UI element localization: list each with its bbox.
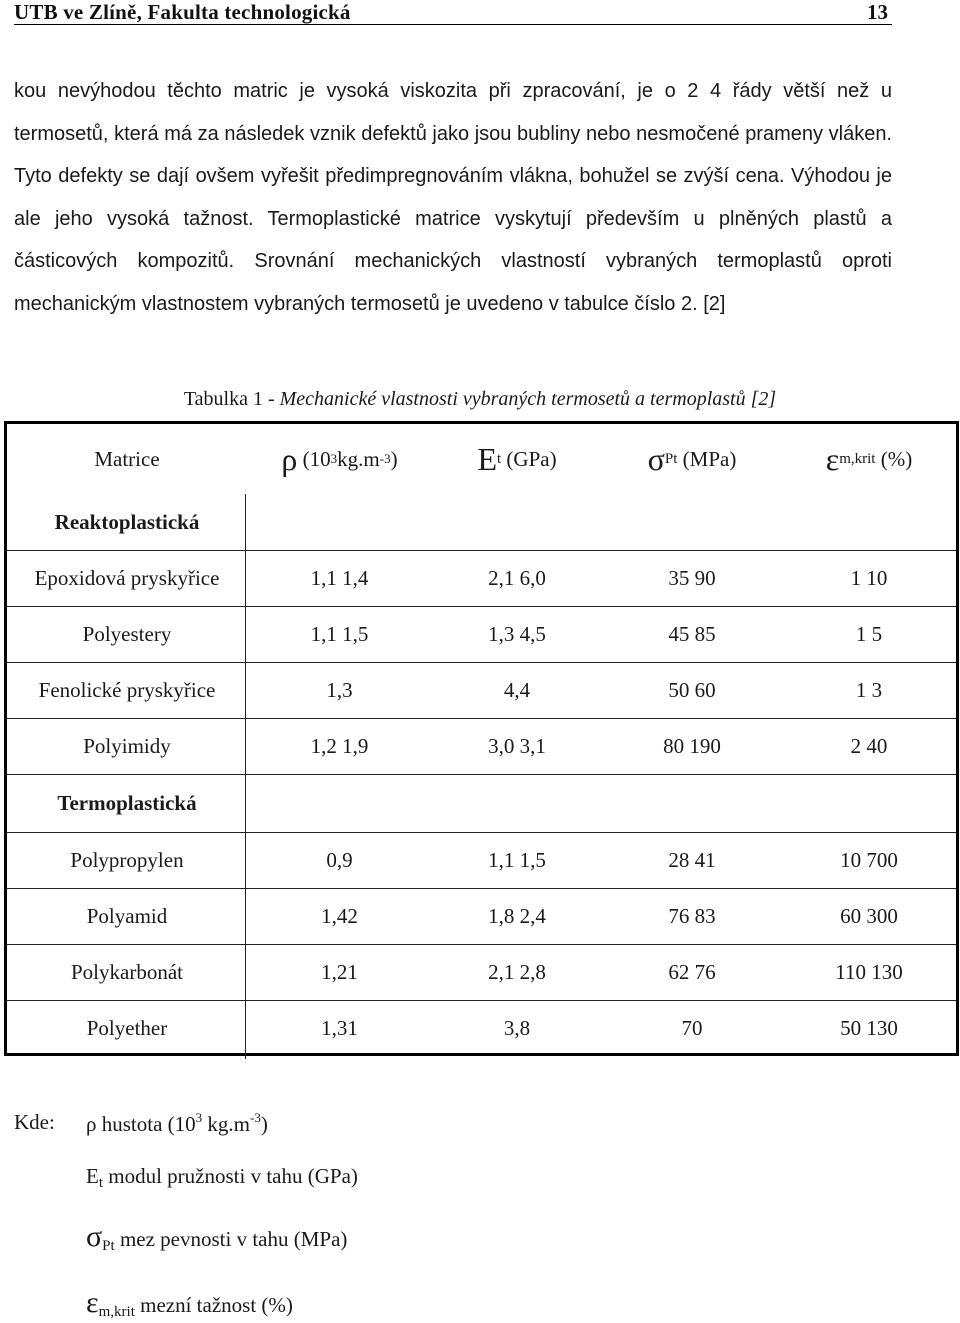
cell-modulus: 2,1 2,8 [488, 960, 546, 984]
table-row [7, 945, 956, 1000]
cell-strength: 45 85 [668, 622, 716, 646]
legend-rho: ρ hustota ($10^3$ $kg.m^{-3}$) [86, 1110, 268, 1136]
cell-density: 0,9 [326, 848, 353, 872]
group-label: Reaktoplastická [54, 509, 200, 534]
cell-material: Polykarbonát [71, 960, 183, 984]
table-row [7, 833, 956, 888]
legend-elongation: $\varepsilon_{m,krit}$ mezní tažnost (%) [86, 1286, 293, 1320]
cell-elongation: 1 10 [850, 566, 888, 590]
cell-strength: 76 83 [668, 904, 716, 928]
cell-strength: 80 190 [663, 734, 721, 758]
cell-modulus: 2,1 6,0 [488, 566, 546, 590]
cell-elongation: 50 130 [840, 1016, 898, 1040]
cell-material: Polypropylen [70, 848, 184, 872]
page-header [14, 0, 892, 25]
cell-density: 1,42 [321, 904, 358, 928]
cell-elongation: 1 3 [855, 678, 883, 702]
group-row-termoplasticka [7, 775, 956, 832]
cell-elongation: 60 300 [840, 904, 898, 928]
legend-strength: $\sigma_{Pt}$ mez pevnosti v tahu (MPa) [86, 1220, 348, 1254]
caption-prefix: Tabulka 1 - [183, 388, 280, 410]
cell-material: Polyestery [82, 622, 172, 646]
caption-text: Mechanické vlastnosti vybraných termosetů a termoplastů [2] [279, 388, 777, 410]
table-row [7, 663, 956, 718]
cell-strength: 70 [681, 1016, 703, 1040]
header-elongation: ε m,krit (%) [825, 441, 913, 477]
cell-modulus: 1,8 2,4 [488, 904, 546, 928]
header-matrice: Matrice [94, 446, 160, 471]
cell-density: 1,31 [321, 1016, 358, 1040]
cell-modulus: 4,4 [503, 678, 531, 702]
cell-modulus: 1,1 1,5 [488, 848, 546, 872]
cell-density: 1,3 [326, 678, 353, 702]
cell-strength: 28 41 [668, 848, 716, 872]
table-row [7, 1001, 956, 1056]
cell-modulus: 3,8 [503, 1016, 531, 1040]
cell-modulus: 1,3 4,5 [488, 622, 546, 646]
cell-strength: 50 60 [668, 678, 716, 702]
cell-density: 1,2 1,9 [310, 734, 369, 758]
table-row [7, 889, 956, 944]
table-row [7, 719, 956, 774]
cell-elongation: 2 40 [850, 734, 888, 758]
table-header-row [7, 424, 956, 494]
cell-density: 1,21 [321, 960, 358, 984]
legend-modulus: $E_t$ modul pružnosti v tahu (GPa) [86, 1164, 358, 1191]
cell-elongation: 1 5 [855, 622, 883, 646]
table-caption [0, 388, 960, 411]
group-label: Termoplastická [57, 791, 197, 815]
page-number: 13 [867, 0, 888, 24]
cell-material: Polyimidy [83, 734, 171, 758]
properties-table [4, 421, 959, 1056]
header-strength: σ Pt (MPa) [647, 441, 737, 477]
legend-label: Kde: [14, 1110, 55, 1134]
cell-strength: 35 90 [668, 566, 716, 590]
table-row [7, 607, 956, 662]
cell-material: Epoxidová pryskyřice [34, 566, 220, 590]
cell-modulus: 3,0 3,1 [488, 734, 546, 758]
body-paragraph: kou nevýhodou těchto matric je vysoká viskozita při zpracování, je o 2 4 řády větší než u termosetů, která má za následek vznik defektů jako jsou bubliny nebo nesmočené prameny vláken. Tyto defekty se dají ovšem vyřešit předimpregnováním vlákna, bohužel se zvýší cena. Výhodou je ale jeho vysoká tažnost. Termoplastické matrice vyskytují především u plněných plastů a částicových kompozitů. Srovnání mechanických vlastností vybraných termoplastů oproti mechanickým vlastnostem vybraných termosetů je uvedeno v tabulce číslo 2. [2] [14, 80, 892, 315]
cell-density: 1,1 1,5 [310, 622, 369, 646]
cell-elongation: 10 700 [840, 848, 898, 872]
cell-strength: 62 76 [668, 960, 716, 984]
cell-elongation: 110 130 [835, 960, 903, 984]
header-title: UTB ve Zlíně, Fakulta technologická [14, 0, 351, 24]
header-density: ρ (10 3 kg.m -3 ) [281, 441, 398, 477]
header-modulus: E t (GPa) [477, 441, 557, 477]
group-row-reaktoplasticka [7, 494, 956, 550]
cell-material: Fenolické pryskyřice [38, 678, 216, 702]
cell-density: 1,1 1,4 [310, 566, 369, 590]
cell-material: Polyamid [86, 904, 168, 928]
table-row [7, 551, 956, 606]
cell-material: Polyether [86, 1016, 168, 1040]
